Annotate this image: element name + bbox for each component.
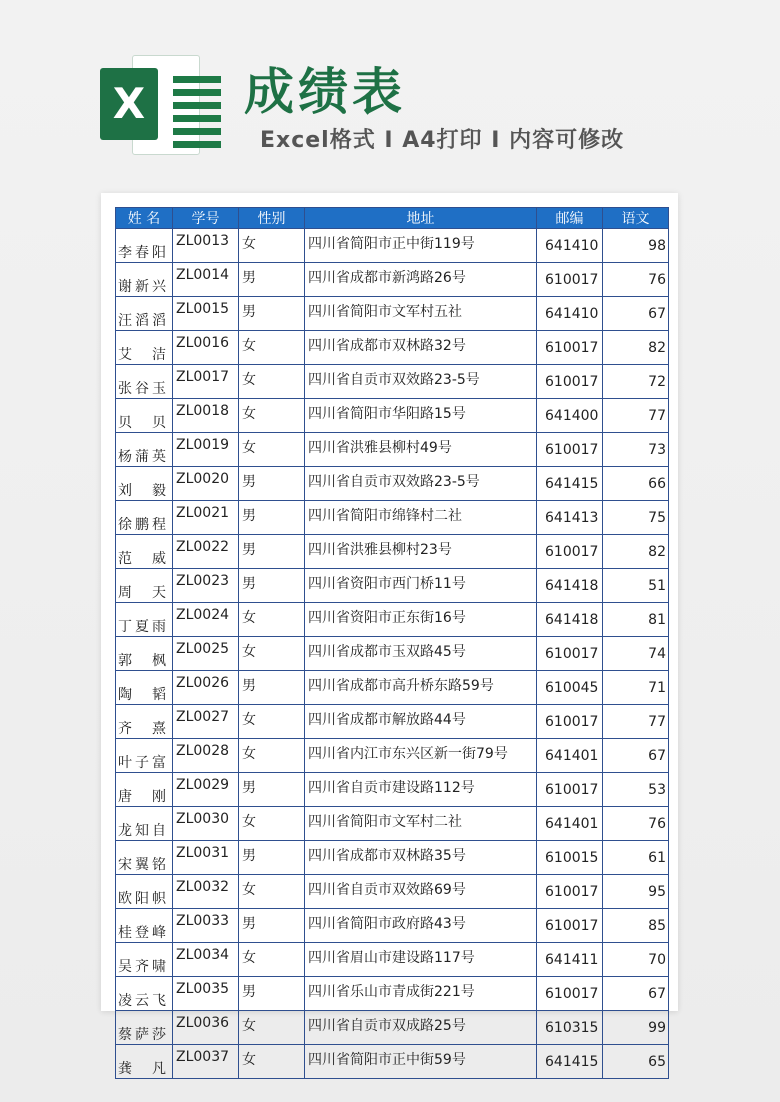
student-id-cell[interactable]: ZL0022 (173, 535, 239, 569)
address-cell[interactable]: 四川省自贡市双成路25号 (305, 1011, 537, 1045)
student-name-cell[interactable]: 叶子富 (116, 739, 173, 773)
gender-cell[interactable]: 女 (239, 943, 305, 977)
address-cell[interactable]: 四川省内江市东兴区新一街79号 (305, 739, 537, 773)
student-id-cell[interactable]: ZL0029 (173, 773, 239, 807)
chinese-score-cell[interactable]: 71 (603, 671, 669, 705)
student-id-cell[interactable]: ZL0014 (173, 263, 239, 297)
student-id-cell[interactable]: ZL0013 (173, 229, 239, 263)
student-id-cell[interactable]: ZL0031 (173, 841, 239, 875)
zip-code-cell[interactable]: 610017 (537, 637, 603, 671)
table-row (116, 569, 669, 603)
chinese-score-cell[interactable]: 67 (603, 739, 669, 773)
student-id-cell[interactable]: ZL0027 (173, 705, 239, 739)
zip-code-cell[interactable]: 610017 (537, 773, 603, 807)
zip-code-cell[interactable]: 641415 (537, 467, 603, 501)
table-row (116, 637, 669, 671)
address-cell[interactable]: 四川省洪雅县柳村23号 (305, 535, 537, 569)
zip-code-cell[interactable]: 610045 (537, 671, 603, 705)
excel-icon (100, 55, 200, 153)
document-sheet (101, 193, 678, 1077)
chinese-score-cell[interactable]: 85 (603, 909, 669, 943)
zip-code-cell[interactable]: 641401 (537, 807, 603, 841)
student-name-cell[interactable]: 周 天 (116, 569, 173, 603)
address-cell[interactable]: 四川省乐山市青成街221号 (305, 977, 537, 1011)
student-name-cell[interactable]: 杨蒲英 (116, 433, 173, 467)
logo-letter: X (100, 68, 158, 140)
gender-cell[interactable]: 男 (239, 841, 305, 875)
column-header-zip: 邮编 (537, 208, 603, 229)
student-name-cell[interactable]: 龚 凡 (116, 1045, 173, 1079)
address-cell[interactable]: 四川省自贡市双效路69号 (305, 875, 537, 909)
chinese-score-cell[interactable]: 82 (603, 331, 669, 365)
zip-code-cell[interactable]: 610017 (537, 909, 603, 943)
gender-cell[interactable]: 男 (239, 569, 305, 603)
gender-cell[interactable]: 男 (239, 467, 305, 501)
student-name-cell[interactable]: 欧阳帜 (116, 875, 173, 909)
student-id-cell[interactable]: ZL0025 (173, 637, 239, 671)
table-row (116, 943, 669, 977)
student-name-cell[interactable]: 桂登峰 (116, 909, 173, 943)
page-title: 成绩表 (244, 63, 406, 121)
student-name-cell[interactable]: 李春阳 (116, 229, 173, 263)
gender-cell[interactable]: 男 (239, 773, 305, 807)
chinese-score-cell[interactable]: 67 (603, 297, 669, 331)
address-cell[interactable]: 四川省眉山市建设路117号 (305, 943, 537, 977)
table-row (116, 977, 669, 1011)
table-row (116, 773, 669, 807)
zip-code-cell[interactable]: 610017 (537, 263, 603, 297)
table-row (116, 841, 669, 875)
gender-cell[interactable]: 男 (239, 263, 305, 297)
zip-code-cell[interactable]: 641418 (537, 603, 603, 637)
student-name-cell[interactable]: 徐鹏程 (116, 501, 173, 535)
zip-code-cell[interactable]: 641400 (537, 399, 603, 433)
address-cell[interactable]: 四川省自贡市建设路112号 (305, 773, 537, 807)
address-cell[interactable]: 四川省成都市解放路44号 (305, 705, 537, 739)
student-name-cell[interactable]: 艾 洁 (116, 331, 173, 365)
table-row (116, 671, 669, 705)
chinese-score-cell[interactable]: 61 (603, 841, 669, 875)
chinese-score-cell[interactable]: 73 (603, 433, 669, 467)
gender-cell[interactable]: 女 (239, 603, 305, 637)
student-name-cell[interactable]: 齐 熹 (116, 705, 173, 739)
student-id-cell[interactable]: ZL0024 (173, 603, 239, 637)
student-name-cell[interactable]: 郭 枫 (116, 637, 173, 671)
student-name-cell[interactable]: 汪滔滔 (116, 297, 173, 331)
address-cell[interactable]: 四川省自贡市双效路23-5号 (305, 365, 537, 399)
student-id-cell[interactable]: ZL0015 (173, 297, 239, 331)
column-header-gender: 性别 (239, 208, 305, 229)
student-id-cell[interactable]: ZL0023 (173, 569, 239, 603)
zip-code-cell[interactable]: 641418 (537, 569, 603, 603)
student-name-cell[interactable]: 张谷玉 (116, 365, 173, 399)
address-cell[interactable]: 四川省成都市双林路32号 (305, 331, 537, 365)
table-header-row (116, 208, 669, 229)
table-row (116, 807, 669, 841)
student-id-cell[interactable]: ZL0030 (173, 807, 239, 841)
student-id-cell[interactable]: ZL0033 (173, 909, 239, 943)
column-header-id: 学号 (173, 208, 239, 229)
column-header-address: 地址 (305, 208, 537, 229)
table-row (116, 263, 669, 297)
zip-code-cell[interactable]: 641401 (537, 739, 603, 773)
table-row (116, 433, 669, 467)
chinese-score-cell[interactable]: 82 (603, 535, 669, 569)
zip-code-cell[interactable]: 610017 (537, 875, 603, 909)
zip-code-cell[interactable]: 610017 (537, 535, 603, 569)
chinese-score-cell[interactable]: 77 (603, 705, 669, 739)
student-name-cell[interactable]: 凌云飞 (116, 977, 173, 1011)
chinese-score-cell[interactable]: 81 (603, 603, 669, 637)
address-cell[interactable]: 四川省简阳市正中街59号 (305, 1045, 537, 1079)
zip-code-cell[interactable]: 610017 (537, 433, 603, 467)
gender-cell[interactable]: 女 (239, 399, 305, 433)
table-row (116, 399, 669, 433)
address-cell[interactable]: 四川省成都市新鸿路26号 (305, 263, 537, 297)
student-name-cell[interactable]: 谢新兴 (116, 263, 173, 297)
chinese-score-cell[interactable]: 53 (603, 773, 669, 807)
chinese-score-cell[interactable]: 65 (603, 1045, 669, 1079)
zip-code-cell[interactable]: 641415 (537, 1045, 603, 1079)
student-name-cell[interactable]: 陶 韬 (116, 671, 173, 705)
gender-cell[interactable]: 男 (239, 297, 305, 331)
student-id-cell[interactable]: ZL0016 (173, 331, 239, 365)
address-cell[interactable]: 四川省资阳市西门桥11号 (305, 569, 537, 603)
gender-cell[interactable]: 男 (239, 671, 305, 705)
table-row (116, 1045, 669, 1079)
gender-cell[interactable]: 女 (239, 365, 305, 399)
table-row (116, 909, 669, 943)
address-cell[interactable]: 四川省简阳市华阳路15号 (305, 399, 537, 433)
student-id-cell[interactable]: ZL0020 (173, 467, 239, 501)
gender-cell[interactable]: 男 (239, 909, 305, 943)
address-cell[interactable]: 四川省简阳市文军村五社 (305, 297, 537, 331)
gender-cell[interactable]: 男 (239, 535, 305, 569)
student-id-cell[interactable]: ZL0035 (173, 977, 239, 1011)
chinese-score-cell[interactable]: 67 (603, 977, 669, 1011)
table-row (116, 365, 669, 399)
table-row (116, 297, 669, 331)
chinese-score-cell[interactable]: 51 (603, 569, 669, 603)
student-id-cell[interactable]: ZL0032 (173, 875, 239, 909)
table-row (116, 1011, 669, 1045)
chinese-score-cell[interactable]: 76 (603, 263, 669, 297)
table-row (116, 467, 669, 501)
gender-cell[interactable]: 女 (239, 637, 305, 671)
chinese-score-cell[interactable]: 77 (603, 399, 669, 433)
column-header-name: 姓 名 (116, 208, 173, 229)
zip-code-cell[interactable]: 641413 (537, 501, 603, 535)
gender-cell[interactable]: 女 (239, 229, 305, 263)
table-row (116, 603, 669, 637)
zip-code-cell[interactable]: 641411 (537, 943, 603, 977)
chinese-score-cell[interactable]: 76 (603, 807, 669, 841)
table-row (116, 229, 669, 263)
zip-code-cell[interactable]: 610017 (537, 705, 603, 739)
gender-cell[interactable]: 男 (239, 501, 305, 535)
student-name-cell[interactable]: 蔡萨莎 (116, 1011, 173, 1045)
student-name-cell[interactable]: 吴齐啸 (116, 943, 173, 977)
student-id-cell[interactable]: ZL0018 (173, 399, 239, 433)
table-row (116, 875, 669, 909)
gender-cell[interactable]: 女 (239, 331, 305, 365)
gender-cell[interactable]: 男 (239, 977, 305, 1011)
chinese-score-cell[interactable]: 72 (603, 365, 669, 399)
address-cell[interactable]: 四川省成都市双林路35号 (305, 841, 537, 875)
chinese-score-cell[interactable]: 98 (603, 229, 669, 263)
student-id-cell[interactable]: ZL0036 (173, 1011, 239, 1045)
student-name-cell[interactable]: 范 威 (116, 535, 173, 569)
student-id-cell[interactable]: ZL0017 (173, 365, 239, 399)
table-body (116, 229, 669, 1079)
gender-cell[interactable]: 女 (239, 875, 305, 909)
student-id-cell[interactable]: ZL0034 (173, 943, 239, 977)
student-name-cell[interactable]: 丁夏雨 (116, 603, 173, 637)
gender-cell[interactable]: 女 (239, 739, 305, 773)
address-cell[interactable]: 四川省成都市玉双路45号 (305, 637, 537, 671)
table-row (116, 331, 669, 365)
address-cell[interactable]: 四川省简阳市政府路43号 (305, 909, 537, 943)
gender-cell[interactable]: 女 (239, 807, 305, 841)
column-header-chinese: 语文 (603, 208, 669, 229)
table-row (116, 535, 669, 569)
zip-code-cell[interactable]: 610015 (537, 841, 603, 875)
address-cell[interactable]: 四川省简阳市绵锋村二社 (305, 501, 537, 535)
zip-code-cell[interactable]: 610017 (537, 977, 603, 1011)
address-cell[interactable]: 四川省成都市高升桥东路59号 (305, 671, 537, 705)
gender-cell[interactable]: 女 (239, 1045, 305, 1079)
chinese-score-cell[interactable]: 95 (603, 875, 669, 909)
address-cell[interactable]: 四川省简阳市正中街119号 (305, 229, 537, 263)
address-cell[interactable]: 四川省简阳市文军村二社 (305, 807, 537, 841)
student-name-cell[interactable]: 龙知自 (116, 807, 173, 841)
zip-code-cell[interactable]: 610017 (537, 365, 603, 399)
gender-cell[interactable]: 女 (239, 705, 305, 739)
student-id-cell[interactable]: ZL0037 (173, 1045, 239, 1079)
student-name-cell[interactable]: 宋翼铭 (116, 841, 173, 875)
zip-code-cell[interactable]: 641410 (537, 297, 603, 331)
page-subtitle: Excel格式 I A4打印 I 内容可修改 (260, 128, 625, 153)
student-id-cell[interactable]: ZL0028 (173, 739, 239, 773)
spreadsheet-lines (173, 76, 221, 154)
zip-code-cell[interactable]: 610315 (537, 1011, 603, 1045)
address-cell[interactable]: 四川省资阳市正东街16号 (305, 603, 537, 637)
zip-code-cell[interactable]: 641410 (537, 229, 603, 263)
student-id-cell[interactable]: ZL0021 (173, 501, 239, 535)
student-name-cell[interactable]: 刘 毅 (116, 467, 173, 501)
gender-cell[interactable]: 女 (239, 433, 305, 467)
student-name-cell[interactable]: 唐 刚 (116, 773, 173, 807)
grades-table (115, 207, 669, 1079)
chinese-score-cell[interactable]: 70 (603, 943, 669, 977)
chinese-score-cell[interactable]: 74 (603, 637, 669, 671)
address-cell[interactable]: 四川省洪雅县柳村49号 (305, 433, 537, 467)
table-row (116, 739, 669, 773)
student-id-cell[interactable]: ZL0026 (173, 671, 239, 705)
gender-cell[interactable]: 女 (239, 1011, 305, 1045)
chinese-score-cell[interactable]: 75 (603, 501, 669, 535)
table-row (116, 705, 669, 739)
student-name-cell[interactable]: 贝 贝 (116, 399, 173, 433)
zip-code-cell[interactable]: 610017 (537, 331, 603, 365)
chinese-score-cell[interactable]: 66 (603, 467, 669, 501)
chinese-score-cell[interactable]: 99 (603, 1011, 669, 1045)
address-cell[interactable]: 四川省自贡市双效路23-5号 (305, 467, 537, 501)
table-row (116, 501, 669, 535)
student-id-cell[interactable]: ZL0019 (173, 433, 239, 467)
